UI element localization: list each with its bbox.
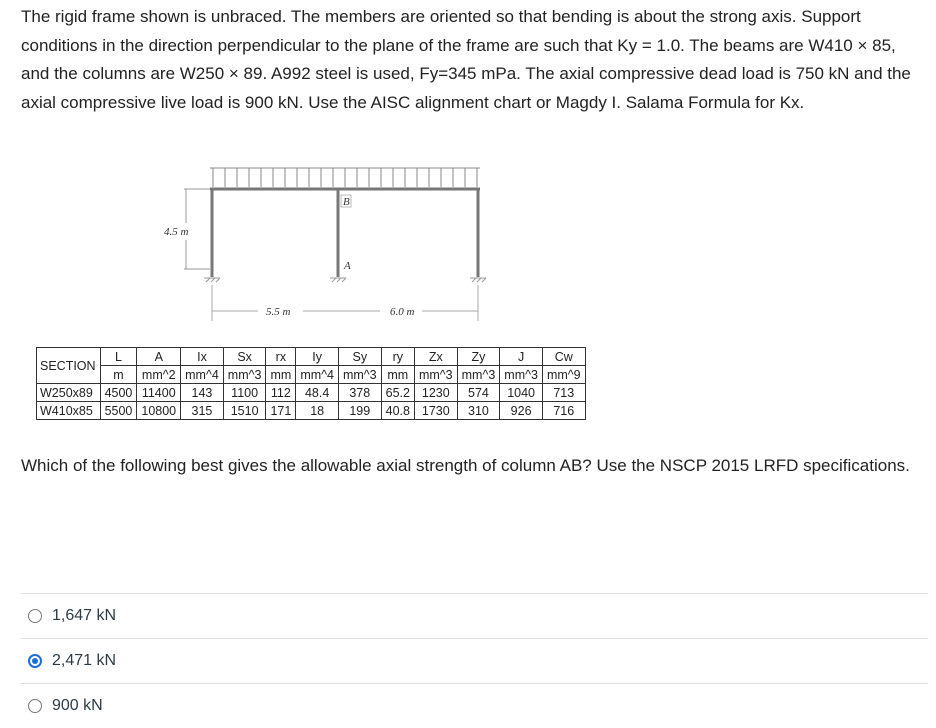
unit-cell: mm: [381, 366, 414, 384]
point-b-label: B: [343, 196, 350, 208]
unit-cell: mm^3: [223, 366, 266, 384]
header-cell: A: [137, 348, 181, 366]
unit-cell: mm^3: [338, 366, 381, 384]
unit-cell: m: [100, 366, 137, 384]
option-label: 1,647 kN: [52, 607, 117, 624]
table-row: [37, 384, 586, 402]
value-cell: 199: [338, 402, 381, 420]
value-cell: 112: [266, 384, 296, 402]
value-cell: 143: [181, 384, 224, 402]
value-cell: 65.2: [381, 384, 414, 402]
value-cell: 574: [457, 384, 500, 402]
value-cell: 716: [542, 402, 585, 420]
answer-options: [21, 593, 928, 728]
table-units-row: [37, 366, 586, 384]
height-label: 4.5 m: [164, 226, 189, 238]
question-text: The rigid frame shown is unbraced. The members are oriented so that bending is about the strong axis. Support conditions in the direction perpendicular to the plane of the frame are such that Ky = 1.0. The beams are W410 × 85, and the columns are W250 × 89. A992 steel is used, Fy=345 mPa. The axial compressive dead load is 750 kN and the axial compressive live load is 900 kN. Use the AISC alignment chart or Magdy I. Salama Formula for Kx.: [21, 7, 911, 112]
value-cell: 1040: [500, 384, 543, 402]
unit-cell: mm^9: [542, 366, 585, 384]
value-cell: 10800: [137, 402, 181, 420]
table-header-row: [37, 348, 586, 366]
unit-cell: mm: [266, 366, 296, 384]
radio-button[interactable]: [28, 609, 42, 623]
header-cell: J: [500, 348, 543, 366]
header-cell: Sx: [223, 348, 266, 366]
value-cell: 11400: [137, 384, 181, 402]
value-cell: 5500: [100, 402, 137, 420]
answer-option[interactable]: [21, 593, 928, 638]
value-cell: 378: [338, 384, 381, 402]
value-cell: 926: [500, 402, 543, 420]
header-cell: Zx: [414, 348, 457, 366]
value-cell: 18: [296, 402, 339, 420]
value-cell: 1730: [414, 402, 457, 420]
span2-label: 6.0 m: [390, 306, 415, 318]
distributed-load: [210, 168, 480, 187]
section-name: W250x89: [37, 384, 101, 402]
section-name: W410x85: [37, 402, 101, 420]
value-cell: 171: [266, 402, 296, 420]
prompt-text: Which of the following best gives the allowable axial strength of column AB? Use the NSCP 2015 LRFD specifications.: [21, 456, 910, 475]
supports: [204, 278, 486, 282]
radio-button-selected[interactable]: [28, 654, 42, 668]
frame-svg: [164, 165, 500, 330]
section-header: SECTION: [37, 348, 101, 384]
header-cell: Zy: [457, 348, 500, 366]
point-a-label: A: [344, 260, 351, 272]
header-cell: rx: [266, 348, 296, 366]
unit-cell: mm^4: [181, 366, 224, 384]
header-cell: Ix: [181, 348, 224, 366]
table-row: [37, 402, 586, 420]
unit-cell: mm^2: [137, 366, 181, 384]
value-cell: 48.4: [296, 384, 339, 402]
answer-option[interactable]: [21, 683, 928, 728]
span1-label: 5.5 m: [266, 306, 291, 318]
unit-cell: mm^3: [414, 366, 457, 384]
header-cell: Cw: [542, 348, 585, 366]
header-cell: L: [100, 348, 137, 366]
value-cell: 40.8: [381, 402, 414, 420]
option-label: 900 kN: [52, 697, 103, 714]
value-cell: 310: [457, 402, 500, 420]
value-cell: 1100: [223, 384, 266, 402]
header-cell: Iy: [296, 348, 339, 366]
value-cell: 315: [181, 402, 224, 420]
header-cell: Sy: [338, 348, 381, 366]
span-dimensions: [212, 285, 478, 321]
value-cell: 1510: [223, 402, 266, 420]
unit-cell: mm^3: [457, 366, 500, 384]
header-cell: ry: [381, 348, 414, 366]
value-cell: 4500: [100, 384, 137, 402]
option-label: 2,471 kN: [52, 652, 117, 669]
unit-cell: mm^4: [296, 366, 339, 384]
value-cell: 713: [542, 384, 585, 402]
frame-diagram: [164, 165, 500, 330]
answer-option[interactable]: [21, 638, 928, 683]
unit-cell: mm^3: [500, 366, 543, 384]
section-properties-table: [36, 347, 586, 420]
value-cell: 1230: [414, 384, 457, 402]
radio-button[interactable]: [28, 699, 42, 713]
